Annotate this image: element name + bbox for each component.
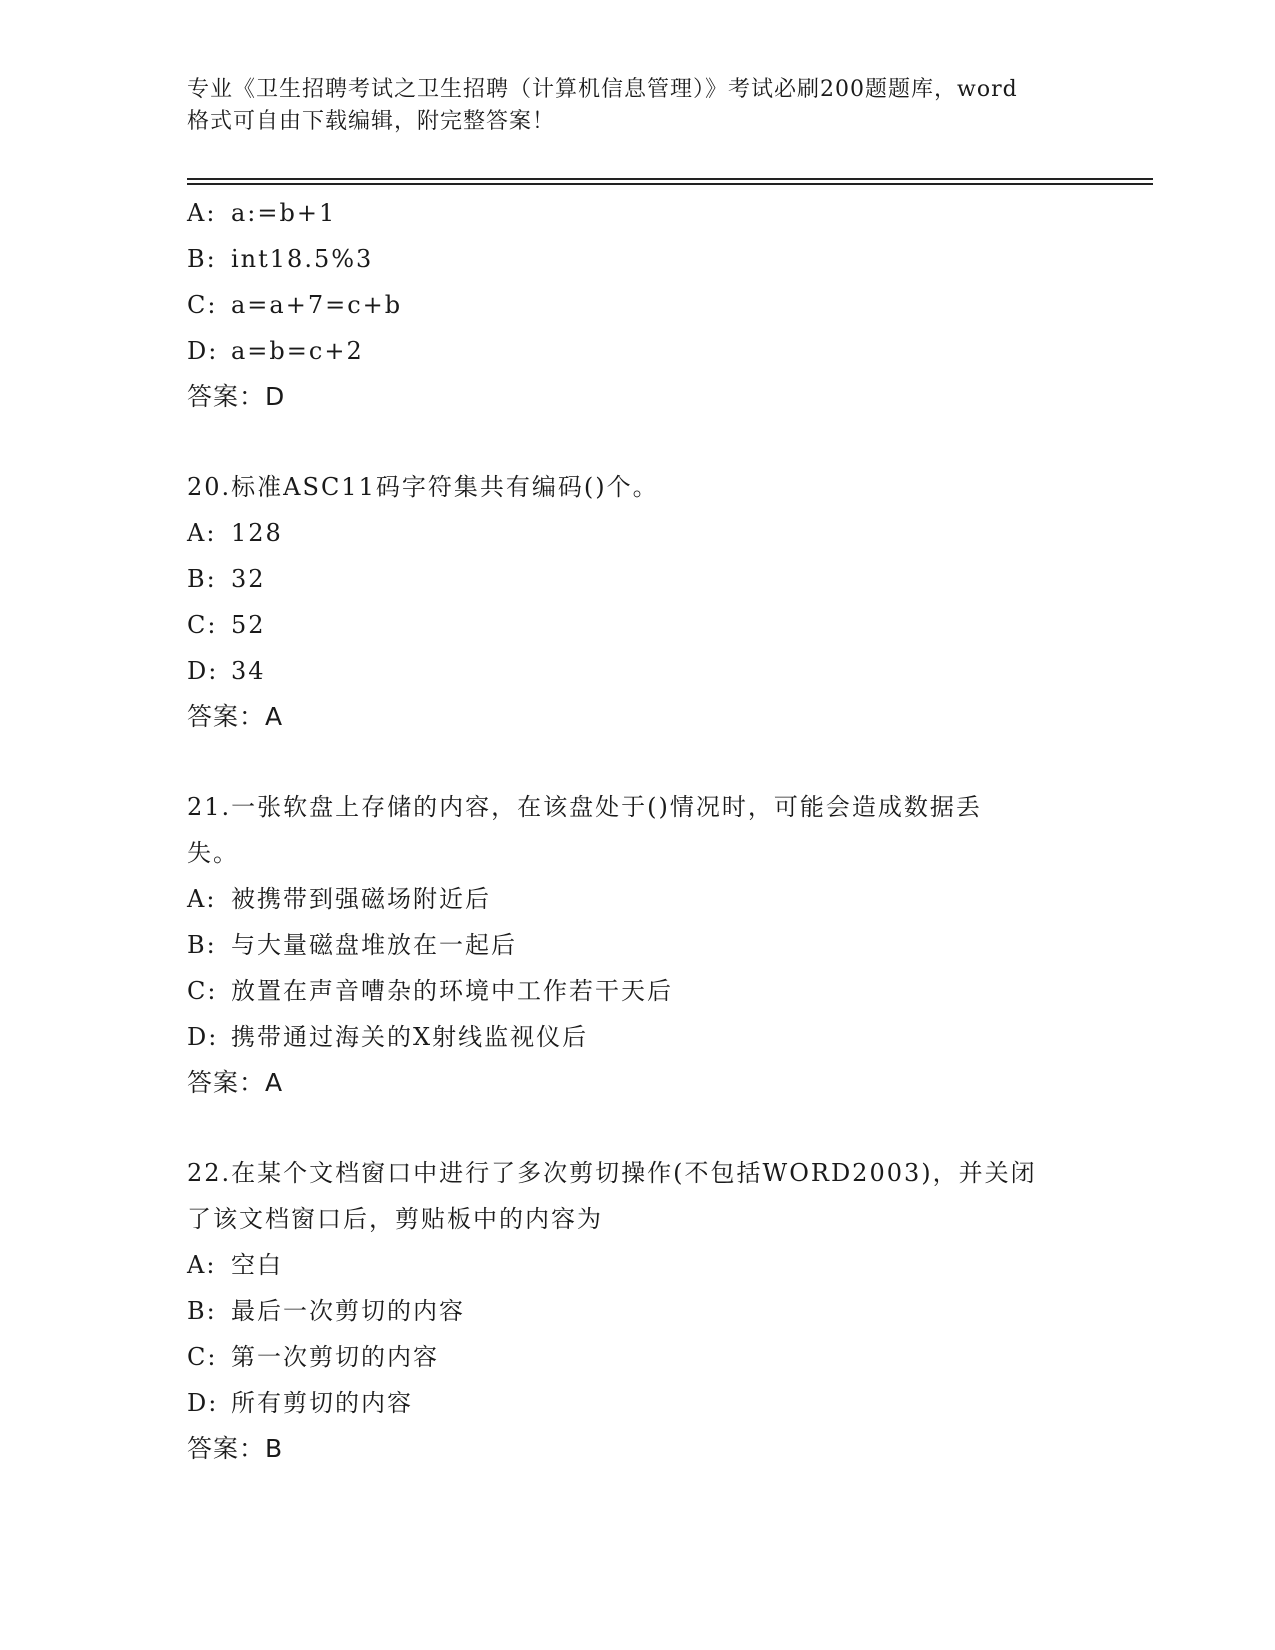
- header-divider-bottom: [187, 183, 1153, 185]
- option-c: C: 第一次剪切的内容: [187, 1343, 439, 1371]
- option-b: B: int18.5%3: [187, 245, 374, 273]
- option-c: C: a=a+7=c+b: [187, 291, 403, 319]
- question-text: 20.标准ASC11码字符集共有编码()个。: [187, 473, 659, 501]
- question-21: [187, 784, 1087, 1106]
- option-b: B: 32: [187, 565, 266, 593]
- option-b: B: 与大量磁盘堆放在一起后: [187, 931, 517, 959]
- option-c: C: 52: [187, 611, 266, 639]
- header-line-1: 专业《卫生招聘考试之卫生招聘（计算机信息管理）》考试必刷200题题库，word: [187, 77, 1018, 102]
- question-text-line-2: 了该文档窗口后，剪贴板中的内容为: [187, 1205, 603, 1233]
- option-a: A: 128: [187, 519, 283, 547]
- answer: 答案：B: [187, 1434, 284, 1463]
- question-text-line-1: 22.在某个文档窗口中进行了多次剪切操作(不包括WORD2003)，并关闭: [187, 1159, 1037, 1187]
- document-header: [187, 74, 1087, 138]
- option-d: D: 34: [187, 657, 266, 685]
- header-line-2: 格式可自由下载编辑，附完整答案！: [187, 109, 556, 134]
- option-d: D: a=b=c+2: [187, 337, 364, 365]
- question-22: [187, 1150, 1087, 1472]
- answer: 答案：A: [187, 1068, 284, 1097]
- option-b: B: 最后一次剪切的内容: [187, 1297, 465, 1325]
- option-a: A: 被携带到强磁场附近后: [187, 885, 491, 913]
- answer: 答案：D: [187, 382, 286, 411]
- option-d: D: 所有剪切的内容: [187, 1389, 413, 1417]
- header-divider-top: [187, 178, 1153, 180]
- question-list: [187, 190, 1087, 1472]
- option-a: A: 空白: [187, 1251, 283, 1279]
- option-c: C: 放置在声音嘈杂的环境中工作若干天后: [187, 977, 673, 1005]
- option-d: D: 携带通过海关的X射线监视仪后: [187, 1023, 589, 1051]
- question-text-line-2: 失。: [187, 839, 239, 867]
- option-a: A: a:=b+1: [187, 199, 337, 227]
- question-text-line-1: 21.一张软盘上存储的内容，在该盘处于()情况时，可能会造成数据丢: [187, 793, 982, 821]
- answer: 答案：A: [187, 702, 284, 731]
- question-19: [187, 190, 1087, 420]
- question-20: [187, 464, 1087, 740]
